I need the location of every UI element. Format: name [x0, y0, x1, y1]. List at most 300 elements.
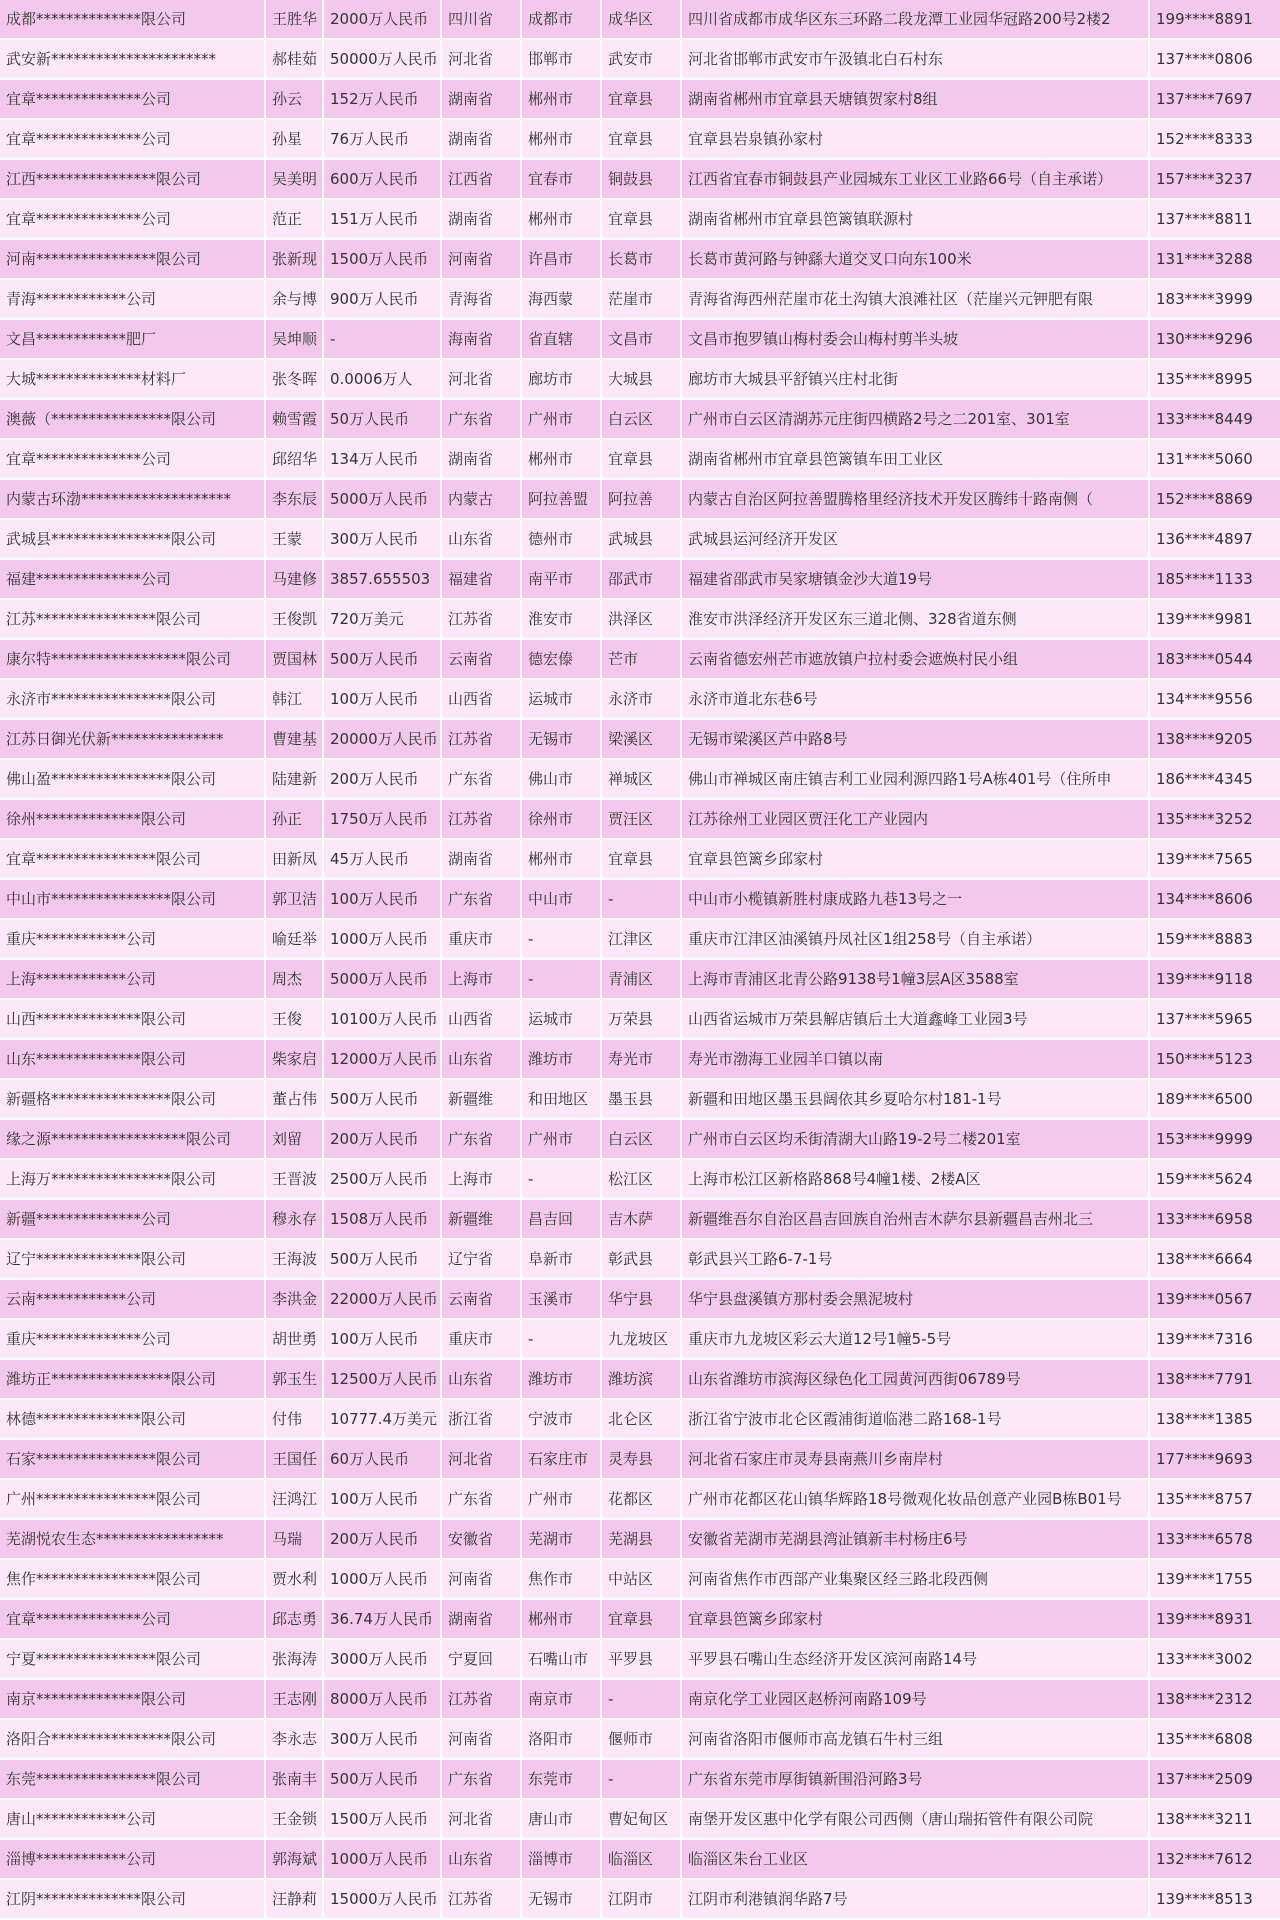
- phone-cell: 150****5123: [1150, 1040, 1280, 1080]
- province-cell: 四川省: [442, 0, 522, 40]
- table-row: [0, 240, 1280, 280]
- phone-cell: 153****9999: [1150, 1120, 1280, 1160]
- address-cell: 山西省运城市万荣县解店镇后土大道鑫峰工业园3号: [682, 1000, 1150, 1040]
- company-name-cell: 江阴**************限公司: [0, 1880, 266, 1920]
- city-cell: 郴州市: [522, 80, 602, 120]
- table-row: [0, 280, 1280, 320]
- phone-cell: 137****0806: [1150, 40, 1280, 80]
- city-cell: 中山市: [522, 880, 602, 920]
- registered-capital-cell: 500万人民币: [324, 1760, 442, 1800]
- table-row: [0, 160, 1280, 200]
- legal-rep-cell: 王俊: [266, 1000, 324, 1040]
- address-cell: 临淄区朱台工业区: [682, 1840, 1150, 1880]
- legal-rep-cell: 王海波: [266, 1240, 324, 1280]
- district-cell: 彰武县: [602, 1240, 682, 1280]
- phone-cell: 139****7565: [1150, 840, 1280, 880]
- table-row: [0, 1800, 1280, 1840]
- province-cell: 上海市: [442, 1160, 522, 1200]
- district-cell: 宜章县: [602, 120, 682, 160]
- company-name-cell: 中山市****************限公司: [0, 880, 266, 920]
- legal-rep-cell: 马建修: [266, 560, 324, 600]
- district-cell: 花都区: [602, 1480, 682, 1520]
- province-cell: 安徽省: [442, 1520, 522, 1560]
- company-name-cell: 大城**************材料厂: [0, 360, 266, 400]
- phone-cell: 159****8883: [1150, 920, 1280, 960]
- district-cell: -: [602, 1760, 682, 1800]
- address-cell: 广东省东莞市厚街镇新围沿河路3号: [682, 1760, 1150, 1800]
- registered-capital-cell: 300万人民币: [324, 1720, 442, 1760]
- legal-rep-cell: 汪鸿江: [266, 1480, 324, 1520]
- province-cell: 云南省: [442, 1280, 522, 1320]
- district-cell: 文昌市: [602, 320, 682, 360]
- company-name-cell: 上海万****************限公司: [0, 1160, 266, 1200]
- city-cell: 淮安市: [522, 600, 602, 640]
- legal-rep-cell: 王胜华: [266, 0, 324, 40]
- registered-capital-cell: 2500万人民币: [324, 1160, 442, 1200]
- phone-cell: 136****4897: [1150, 520, 1280, 560]
- province-cell: 山西省: [442, 680, 522, 720]
- district-cell: 青浦区: [602, 960, 682, 1000]
- city-cell: 郴州市: [522, 120, 602, 160]
- registered-capital-cell: 1750万人民币: [324, 800, 442, 840]
- city-cell: 德宏傣: [522, 640, 602, 680]
- legal-rep-cell: 汪静莉: [266, 1880, 324, 1920]
- registered-capital-cell: -: [324, 320, 442, 360]
- city-cell: 阿拉善盟: [522, 480, 602, 520]
- legal-rep-cell: 王俊凯: [266, 600, 324, 640]
- phone-cell: 189****6500: [1150, 1080, 1280, 1120]
- city-cell: 郴州市: [522, 200, 602, 240]
- phone-cell: 185****1133: [1150, 560, 1280, 600]
- province-cell: 河北省: [442, 40, 522, 80]
- table-row: [0, 880, 1280, 920]
- company-name-cell: 江苏日御光伏新***************: [0, 720, 266, 760]
- address-cell: 内蒙古自治区阿拉善盟腾格里经济技术开发区腾纬十路南侧（: [682, 480, 1150, 520]
- province-cell: 内蒙古: [442, 480, 522, 520]
- registered-capital-cell: 22000万人民币: [324, 1280, 442, 1320]
- address-cell: 广州市花都区花山镇华辉路18号微观化妆品创意产业园B栋B01号: [682, 1480, 1150, 1520]
- province-cell: 山东省: [442, 1040, 522, 1080]
- address-cell: 长葛市黄河路与钟繇大道交叉口向东100米: [682, 240, 1150, 280]
- phone-cell: 135****3252: [1150, 800, 1280, 840]
- legal-rep-cell: 孙星: [266, 120, 324, 160]
- legal-rep-cell: 贾水利: [266, 1560, 324, 1600]
- address-cell: 宜章县笆篱乡邱家村: [682, 1600, 1150, 1640]
- city-cell: 运城市: [522, 680, 602, 720]
- city-cell: 阜新市: [522, 1240, 602, 1280]
- phone-cell: 139****0567: [1150, 1280, 1280, 1320]
- province-cell: 湖南省: [442, 1600, 522, 1640]
- province-cell: 江苏省: [442, 600, 522, 640]
- district-cell: 吉木萨: [602, 1200, 682, 1240]
- district-cell: 武安市: [602, 40, 682, 80]
- company-name-cell: 宜章**************公司: [0, 120, 266, 160]
- address-cell: 湖南省郴州市宜章县笆篱镇联源村: [682, 200, 1150, 240]
- company-name-cell: 唐山************公司: [0, 1800, 266, 1840]
- address-cell: 上海市青浦区北青公路9138号1幢3层A区3588室: [682, 960, 1150, 1000]
- phone-cell: 130****9296: [1150, 320, 1280, 360]
- company-name-cell: 宜章**************公司: [0, 200, 266, 240]
- registered-capital-cell: 45万人民币: [324, 840, 442, 880]
- table-row: [0, 600, 1280, 640]
- company-name-cell: 林德**************限公司: [0, 1400, 266, 1440]
- city-cell: -: [522, 920, 602, 960]
- phone-cell: 138****3211: [1150, 1800, 1280, 1840]
- table-row: [0, 1040, 1280, 1080]
- table-row: [0, 440, 1280, 480]
- table-row: [0, 520, 1280, 560]
- registered-capital-cell: 36.74万人民币: [324, 1600, 442, 1640]
- city-cell: 洛阳市: [522, 1720, 602, 1760]
- table-row: [0, 1320, 1280, 1360]
- address-cell: 四川省成都市成华区东三环路二段龙潭工业园华冠路200号2楼2: [682, 0, 1150, 40]
- phone-cell: 135****8757: [1150, 1480, 1280, 1520]
- phone-cell: 177****9693: [1150, 1440, 1280, 1480]
- address-cell: 彰武县兴工路6-7-1号: [682, 1240, 1150, 1280]
- legal-rep-cell: 郭卫洁: [266, 880, 324, 920]
- city-cell: 德州市: [522, 520, 602, 560]
- district-cell: 武城县: [602, 520, 682, 560]
- table-row: [0, 1360, 1280, 1400]
- city-cell: 广州市: [522, 1480, 602, 1520]
- province-cell: 广东省: [442, 1760, 522, 1800]
- registered-capital-cell: 200万人民币: [324, 1520, 442, 1560]
- province-cell: 福建省: [442, 560, 522, 600]
- phone-cell: 138****1385: [1150, 1400, 1280, 1440]
- district-cell: 长葛市: [602, 240, 682, 280]
- phone-cell: 134****9556: [1150, 680, 1280, 720]
- district-cell: 芒市: [602, 640, 682, 680]
- province-cell: 山东省: [442, 1840, 522, 1880]
- address-cell: 河南省焦作市西部产业集聚区经三路北段西侧: [682, 1560, 1150, 1600]
- company-name-cell: 徐州**************限公司: [0, 800, 266, 840]
- phone-cell: 183****0544: [1150, 640, 1280, 680]
- company-name-cell: 山西**************限公司: [0, 1000, 266, 1040]
- legal-rep-cell: 吴坤顺: [266, 320, 324, 360]
- company-name-cell: 河南****************限公司: [0, 240, 266, 280]
- address-cell: 宜章县笆篱乡邱家村: [682, 840, 1150, 880]
- company-name-cell: 云南************公司: [0, 1280, 266, 1320]
- address-cell: 安徽省芜湖市芜湖县湾沚镇新丰村杨庄6号: [682, 1520, 1150, 1560]
- phone-cell: 152****8869: [1150, 480, 1280, 520]
- legal-rep-cell: 郭玉生: [266, 1360, 324, 1400]
- registered-capital-cell: 50万人民币: [324, 400, 442, 440]
- legal-rep-cell: 王国任: [266, 1440, 324, 1480]
- legal-rep-cell: 吴美明: [266, 160, 324, 200]
- province-cell: 宁夏回: [442, 1640, 522, 1680]
- city-cell: 昌吉回: [522, 1200, 602, 1240]
- table-row: [0, 800, 1280, 840]
- company-name-cell: 重庆**************公司: [0, 1320, 266, 1360]
- legal-rep-cell: 范正: [266, 200, 324, 240]
- city-cell: 无锡市: [522, 720, 602, 760]
- province-cell: 青海省: [442, 280, 522, 320]
- table-row: [0, 1680, 1280, 1720]
- province-cell: 江苏省: [442, 800, 522, 840]
- table-row: [0, 920, 1280, 960]
- table-row: [0, 1400, 1280, 1440]
- address-cell: 武城县运河经济开发区: [682, 520, 1150, 560]
- legal-rep-cell: 韩江: [266, 680, 324, 720]
- registered-capital-cell: 1000万人民币: [324, 1840, 442, 1880]
- city-cell: 芜湖市: [522, 1520, 602, 1560]
- province-cell: 辽宁省: [442, 1240, 522, 1280]
- phone-cell: 137****8811: [1150, 200, 1280, 240]
- city-cell: 许昌市: [522, 240, 602, 280]
- company-name-cell: 成都**************限公司: [0, 0, 266, 40]
- legal-rep-cell: 孙云: [266, 80, 324, 120]
- table-row: [0, 120, 1280, 160]
- address-cell: 湖南省郴州市宜章县笆篱镇车田工业区: [682, 440, 1150, 480]
- company-name-cell: 佛山盈****************限公司: [0, 760, 266, 800]
- city-cell: 廊坊市: [522, 360, 602, 400]
- legal-rep-cell: 王志刚: [266, 1680, 324, 1720]
- legal-rep-cell: 李永志: [266, 1720, 324, 1760]
- company-name-cell: 武安新**********************: [0, 40, 266, 80]
- city-cell: 成都市: [522, 0, 602, 40]
- province-cell: 湖南省: [442, 80, 522, 120]
- district-cell: 偃师市: [602, 1720, 682, 1760]
- province-cell: 新疆维: [442, 1200, 522, 1240]
- legal-rep-cell: 余与博: [266, 280, 324, 320]
- table-row: [0, 760, 1280, 800]
- district-cell: 禅城区: [602, 760, 682, 800]
- phone-cell: 199****8891: [1150, 0, 1280, 40]
- phone-cell: 137****2509: [1150, 1760, 1280, 1800]
- address-cell: 廊坊市大城县平舒镇兴庄村北街: [682, 360, 1150, 400]
- address-cell: 浙江省宁波市北仑区霞浦街道临港二路168-1号: [682, 1400, 1150, 1440]
- district-cell: 江津区: [602, 920, 682, 960]
- phone-cell: 139****1755: [1150, 1560, 1280, 1600]
- city-cell: 潍坊市: [522, 1360, 602, 1400]
- province-cell: 湖南省: [442, 440, 522, 480]
- company-name-cell: 重庆************公司: [0, 920, 266, 960]
- phone-cell: 157****3237: [1150, 160, 1280, 200]
- address-cell: 重庆市江津区油溪镇丹凤社区1组258号（自主承诺）: [682, 920, 1150, 960]
- registered-capital-cell: 5000万人民币: [324, 480, 442, 520]
- legal-rep-cell: 张冬晖: [266, 360, 324, 400]
- phone-cell: 137****7697: [1150, 80, 1280, 120]
- table-row: [0, 640, 1280, 680]
- province-cell: 湖南省: [442, 840, 522, 880]
- table-row: [0, 1480, 1280, 1520]
- company-name-cell: 江苏****************限公司: [0, 600, 266, 640]
- table-row: [0, 1520, 1280, 1560]
- city-cell: 郴州市: [522, 840, 602, 880]
- province-cell: 新疆维: [442, 1080, 522, 1120]
- company-name-cell: 山东**************限公司: [0, 1040, 266, 1080]
- registered-capital-cell: 200万人民币: [324, 1120, 442, 1160]
- province-cell: 湖南省: [442, 120, 522, 160]
- phone-cell: 152****8333: [1150, 120, 1280, 160]
- district-cell: 灵寿县: [602, 1440, 682, 1480]
- province-cell: 云南省: [442, 640, 522, 680]
- table-row: [0, 0, 1280, 40]
- city-cell: 广州市: [522, 1120, 602, 1160]
- province-cell: 浙江省: [442, 1400, 522, 1440]
- address-cell: 云南省德宏州芒市遮放镇户拉村委会遮焕村民小组: [682, 640, 1150, 680]
- district-cell: 宜章县: [602, 1600, 682, 1640]
- legal-rep-cell: 张海涛: [266, 1640, 324, 1680]
- province-cell: 河南省: [442, 240, 522, 280]
- registered-capital-cell: 3857.655503: [324, 560, 442, 600]
- table-row: [0, 360, 1280, 400]
- table-row: [0, 1840, 1280, 1880]
- city-cell: 东莞市: [522, 1760, 602, 1800]
- legal-rep-cell: 贾国林: [266, 640, 324, 680]
- company-name-cell: 上海************公司: [0, 960, 266, 1000]
- registered-capital-cell: 15000万人民币: [324, 1880, 442, 1920]
- registered-capital-cell: 1500万人民币: [324, 1800, 442, 1840]
- address-cell: 永济市道北东巷6号: [682, 680, 1150, 720]
- province-cell: 重庆市: [442, 920, 522, 960]
- province-cell: 湖南省: [442, 200, 522, 240]
- province-cell: 河北省: [442, 1440, 522, 1480]
- company-name-cell: 缘之源******************限公司: [0, 1120, 266, 1160]
- table-row: [0, 200, 1280, 240]
- district-cell: 中站区: [602, 1560, 682, 1600]
- company-name-cell: 焦作****************限公司: [0, 1560, 266, 1600]
- district-cell: 铜鼓县: [602, 160, 682, 200]
- phone-cell: 131****3288: [1150, 240, 1280, 280]
- company-name-cell: 洛阳合****************限公司: [0, 1720, 266, 1760]
- table-row: [0, 1120, 1280, 1160]
- city-cell: 宜春市: [522, 160, 602, 200]
- address-cell: 文昌市抱罗镇山梅村委会山梅村剪半头坡: [682, 320, 1150, 360]
- phone-cell: 159****5624: [1150, 1160, 1280, 1200]
- district-cell: 茫崖市: [602, 280, 682, 320]
- table-row: [0, 1600, 1280, 1640]
- phone-cell: 133****8449: [1150, 400, 1280, 440]
- city-cell: 南平市: [522, 560, 602, 600]
- table-row: [0, 1720, 1280, 1760]
- legal-rep-cell: 张南丰: [266, 1760, 324, 1800]
- city-cell: -: [522, 1320, 602, 1360]
- phone-cell: 139****9118: [1150, 960, 1280, 1000]
- registered-capital-cell: 1000万人民币: [324, 1560, 442, 1600]
- company-name-cell: 内蒙古环渤********************: [0, 480, 266, 520]
- company-name-cell: 宜章**************公司: [0, 440, 266, 480]
- province-cell: 山东省: [442, 1360, 522, 1400]
- province-cell: 广东省: [442, 880, 522, 920]
- district-cell: 临淄区: [602, 1840, 682, 1880]
- province-cell: 上海市: [442, 960, 522, 1000]
- address-cell: 江苏徐州工业园区贾汪化工产业园内: [682, 800, 1150, 840]
- address-cell: 平罗县石嘴山生态经济开发区滨河南路14号: [682, 1640, 1150, 1680]
- company-name-cell: 青海************公司: [0, 280, 266, 320]
- company-name-cell: 东莞****************限公司: [0, 1760, 266, 1800]
- address-cell: 河北省石家庄市灵寿县南燕川乡南岸村: [682, 1440, 1150, 1480]
- phone-cell: 139****9981: [1150, 600, 1280, 640]
- registered-capital-cell: 500万人民币: [324, 1080, 442, 1120]
- district-cell: 华宁县: [602, 1280, 682, 1320]
- province-cell: 江苏省: [442, 720, 522, 760]
- registered-capital-cell: 500万人民币: [324, 1240, 442, 1280]
- legal-rep-cell: 赖雪霞: [266, 400, 324, 440]
- province-cell: 江苏省: [442, 1680, 522, 1720]
- phone-cell: 131****5060: [1150, 440, 1280, 480]
- city-cell: 石嘴山市: [522, 1640, 602, 1680]
- district-cell: 九龙坡区: [602, 1320, 682, 1360]
- legal-rep-cell: 喻廷举: [266, 920, 324, 960]
- registered-capital-cell: 20000万人民币: [324, 720, 442, 760]
- legal-rep-cell: 周杰: [266, 960, 324, 1000]
- company-name-cell: 南京**************限公司: [0, 1680, 266, 1720]
- legal-rep-cell: 王蒙: [266, 520, 324, 560]
- table-row: [0, 960, 1280, 1000]
- phone-cell: 137****5965: [1150, 1000, 1280, 1040]
- phone-cell: 135****6808: [1150, 1720, 1280, 1760]
- address-cell: 福建省邵武市吴家塘镇金沙大道19号: [682, 560, 1150, 600]
- company-name-cell: 福建**************公司: [0, 560, 266, 600]
- registered-capital-cell: 100万人民币: [324, 1320, 442, 1360]
- address-cell: 宜章县岩泉镇孙家村: [682, 120, 1150, 160]
- city-cell: 郴州市: [522, 1600, 602, 1640]
- district-cell: 成华区: [602, 0, 682, 40]
- province-cell: 河北省: [442, 360, 522, 400]
- registered-capital-cell: 8000万人民币: [324, 1680, 442, 1720]
- province-cell: 广东省: [442, 400, 522, 440]
- legal-rep-cell: 张新现: [266, 240, 324, 280]
- address-cell: 河南省洛阳市偃师市高龙镇石牛村三组: [682, 1720, 1150, 1760]
- table-row: [0, 1640, 1280, 1680]
- district-cell: 邵武市: [602, 560, 682, 600]
- phone-cell: 132****7612: [1150, 1840, 1280, 1880]
- address-cell: 青海省海西州茫崖市花土沟镇大浪滩社区（茫崖兴元钾肥有限: [682, 280, 1150, 320]
- address-cell: 新疆维吾尔自治区昌吉回族自治州吉木萨尔县新疆昌吉州北三: [682, 1200, 1150, 1240]
- address-cell: 中山市小榄镇新胜村康成路九巷13号之一: [682, 880, 1150, 920]
- province-cell: 江苏省: [442, 1880, 522, 1920]
- phone-cell: 133****3002: [1150, 1640, 1280, 1680]
- registered-capital-cell: 600万人民币: [324, 160, 442, 200]
- district-cell: 芜湖县: [602, 1520, 682, 1560]
- phone-cell: 135****8995: [1150, 360, 1280, 400]
- legal-rep-cell: 曹建基: [266, 720, 324, 760]
- address-cell: 上海市松江区新格路868号4幢1楼、2楼A区: [682, 1160, 1150, 1200]
- table-row: [0, 400, 1280, 440]
- city-cell: 邯郸市: [522, 40, 602, 80]
- table-row: [0, 840, 1280, 880]
- company-name-cell: 芜湖悦农生态*****************: [0, 1520, 266, 1560]
- table-row: [0, 1880, 1280, 1920]
- address-cell: 广州市白云区清湖苏元庄街四横路2号之二201室、301室: [682, 400, 1150, 440]
- city-cell: 徐州市: [522, 800, 602, 840]
- table-row: [0, 80, 1280, 120]
- province-cell: 河南省: [442, 1560, 522, 1600]
- city-cell: 郴州市: [522, 440, 602, 480]
- city-cell: 南京市: [522, 1680, 602, 1720]
- registered-capital-cell: 50000万人民币: [324, 40, 442, 80]
- company-name-cell: 石家****************限公司: [0, 1440, 266, 1480]
- address-cell: 无锡市梁溪区芦中路8号: [682, 720, 1150, 760]
- province-cell: 江西省: [442, 160, 522, 200]
- district-cell: 白云区: [602, 400, 682, 440]
- legal-rep-cell: 王晋波: [266, 1160, 324, 1200]
- phone-cell: 133****6958: [1150, 1200, 1280, 1240]
- company-name-cell: 宜章**************公司: [0, 1600, 266, 1640]
- legal-rep-cell: 李东辰: [266, 480, 324, 520]
- city-cell: 宁波市: [522, 1400, 602, 1440]
- company-name-cell: 文昌************肥厂: [0, 320, 266, 360]
- district-cell: 洪泽区: [602, 600, 682, 640]
- registered-capital-cell: 500万人民币: [324, 640, 442, 680]
- city-cell: -: [522, 960, 602, 1000]
- city-cell: 玉溪市: [522, 1280, 602, 1320]
- province-cell: 重庆市: [442, 1320, 522, 1360]
- city-cell: 佛山市: [522, 760, 602, 800]
- address-cell: 重庆市九龙坡区彩云大道12号1幢5-5号: [682, 1320, 1150, 1360]
- phone-cell: 138****7791: [1150, 1360, 1280, 1400]
